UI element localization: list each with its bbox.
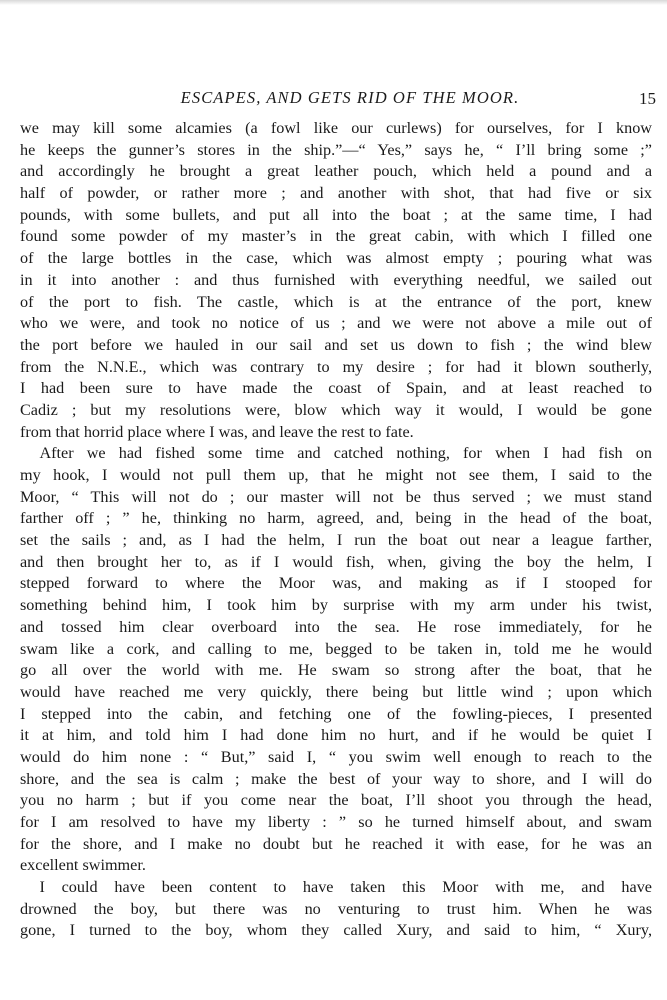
page-number: 15	[639, 89, 656, 108]
text-line: found some powder of my master’s in the great cabin, with which I filled one	[20, 227, 652, 246]
text-line: go all over the world with me. He swam so strong after the boat, that he	[20, 661, 652, 680]
text-line: something behind him, I took him by surprise with my arm under his twist,	[20, 596, 652, 615]
text-line: half of powder, or rather more ; and another with shot, that had five or six	[20, 184, 652, 203]
text-line: in it into another : and thus furnished with everything needful, we sailed out	[20, 270, 652, 289]
text-line: drowned the boy, but there was no venturing to trust him. When he was	[20, 899, 652, 918]
text-line: of the port to fish. The castle, which is at the entrance of the port, knew	[20, 292, 652, 311]
text-line: would do him none : “ But,” said I, “ you swim well enough to reach to the	[20, 747, 652, 766]
text-line: stepped forward to where the Moor was, and making as if I stooped for	[20, 574, 652, 593]
running-title: ESCAPES, AND GETS RID OF THE MOOR.	[180, 88, 520, 107]
text-line: who we were, and took no notice of us ; and we were not above a mile out of	[20, 314, 652, 333]
text-line: farther off ; ” he, thinking no harm, agreed, and, being in the head of the boat,	[20, 509, 652, 528]
text-line: you no harm ; but if you come near the boat, I’ll shoot you through the head,	[20, 791, 652, 810]
text-line: and then brought her to, as if I would fish, when, giving the boy the helm, I	[20, 552, 652, 571]
text-line: swam like a cork, and calling to me, begged to be taken in, told me he would	[20, 639, 652, 658]
text-line: it at him, and told him I had done him no hurt, and if he would be quiet I	[20, 726, 652, 745]
text-line: from the N.N.E., which was contrary to my desire ; for had it blown southerly,	[20, 357, 652, 376]
paragraph-start-line: After we had fished some time and catched nothing, for when I had fish on	[39, 444, 652, 463]
text-line: for the shore, and I make no doubt but he reached it with ease, for he was an	[20, 834, 652, 853]
page-header	[20, 88, 656, 112]
paragraph-end-line: excellent swimmer.	[20, 856, 146, 875]
text-line: I had been sure to have made the coast of Spain, and at least reached to	[20, 379, 652, 398]
text-line: pounds, with some bullets, and put all into the boat ; at the same time, I had	[20, 205, 652, 224]
text-line: and accordingly he brought a great leather pouch, which held a pound and a	[20, 162, 652, 181]
text-line: shore, and the sea is calm ; make the best of your way to shore, and I will do	[20, 769, 652, 788]
text-line: gone, I turned to the boy, whom they called Xury, and said to him, “ Xury,	[20, 921, 652, 940]
text-line: my hook, I would not pull them up, that he might not see them, I said to the	[20, 466, 652, 484]
text-line: I stepped into the cabin, and fetching one of the fowling-pieces, I presented	[20, 704, 652, 723]
text-line: would have reached me very quickly, there being but little wind ; upon which	[20, 682, 652, 701]
text-line: of the large bottles in the case, which was almost empty ; pouring what was	[20, 249, 652, 268]
body-text	[20, 118, 652, 942]
text-line: and tossed him clear overboard into the sea. He rose immediately, for he	[20, 617, 652, 636]
page-top-edge	[0, 0, 667, 5]
text-line: the port before we hauled in our sail and set us down to fish ; the wind blew	[20, 335, 652, 354]
text-line: set the sails ; and, as I had the helm, I run the boat out near a league farther,	[20, 531, 652, 550]
text-line: we may kill some alcamies (a fowl like our curlews) for ourselves, for I know	[20, 119, 652, 137]
text-line: he keeps the gunner’s stores in the ship.”—“ Yes,” says he, “ I’ll bring some ;”	[20, 140, 652, 159]
text-line: for I am resolved to have my liberty : ” so he turned himself about, and swam	[20, 813, 652, 831]
text-line: Cadiz ; but my resolutions were, blow which way it would, I would be gone	[20, 400, 652, 419]
paragraph-end-line: from that horrid place where I was, and leave the rest to fate.	[20, 422, 414, 441]
text-line: Moor, “ This will not do ; our master will not be thus served ; we must stand	[20, 487, 652, 506]
paragraph-start-line: I could have been content to have taken this Moor with me, and have	[39, 878, 652, 897]
